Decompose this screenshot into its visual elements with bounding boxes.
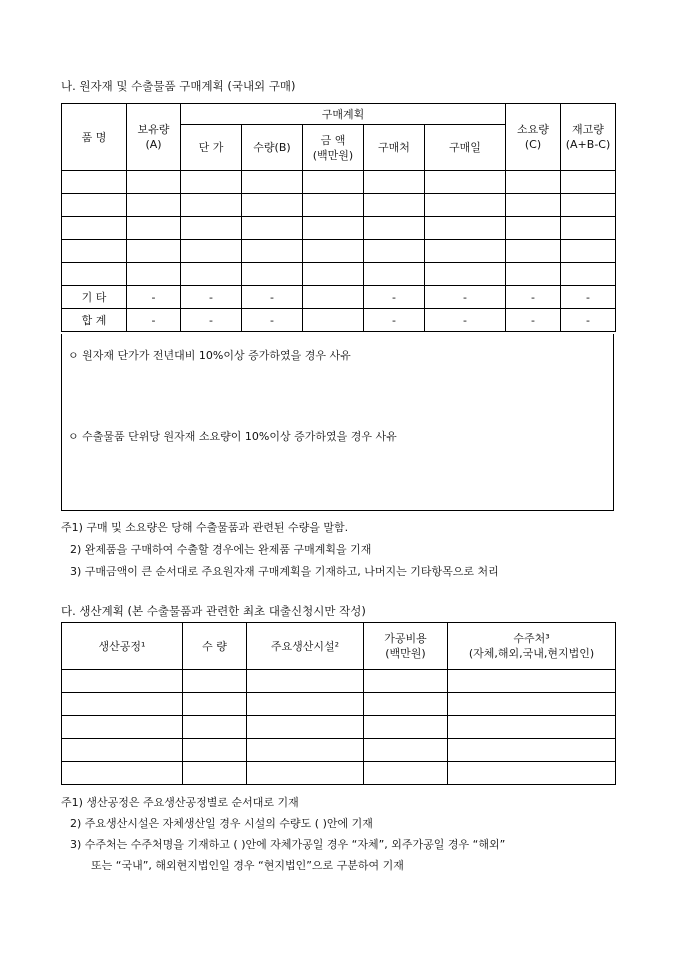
cell-date: -	[425, 309, 506, 332]
reason-required-quantity: ㅇ 수출물품 단위당 원자재 소요량이 10%이상 증가하였을 경우 사유	[68, 430, 397, 443]
table-row	[62, 240, 616, 263]
header-quantity: 수 량	[183, 623, 247, 670]
production-note-1: 주1) 생산공정은 주요생산공정별로 순서대로 기재	[61, 796, 299, 809]
header-contractor-line2: (자체,해외,국내,현지법인)	[468, 647, 595, 660]
cell-inventory: -	[561, 309, 616, 332]
table-row	[62, 739, 616, 762]
note-1: 주1) 구매 및 소요량은 당해 수출물품과 관련된 수량을 말함.	[61, 521, 349, 534]
cell-required: -	[506, 286, 561, 309]
header-inventory	[561, 104, 616, 171]
cell-quantity: -	[242, 309, 303, 332]
cell-date: -	[425, 286, 506, 309]
cell-required: -	[506, 309, 561, 332]
cell-unit-price: -	[181, 309, 242, 332]
production-note-3: 3) 수주처는 수주처명을 기재하고 ( )안에 자체가공일 경우 “자체”, 외주가공일 경우 “해외”	[70, 838, 506, 851]
row-label-other: 기 타	[62, 286, 127, 309]
section-title-production-plan: 다. 생산계획 (본 수출물품과 관련한 최초 대출신청시만 작성)	[61, 604, 366, 618]
table-row-other	[62, 286, 616, 309]
cell-quantity: -	[242, 286, 303, 309]
section-title-purchase-plan: 나. 원자재 및 수출물품 구매계획 (국내외 구매)	[61, 79, 296, 93]
table-row	[62, 716, 616, 739]
header-stock-line1: 보유량	[137, 123, 170, 136]
production-note-2: 2) 주요생산시설은 자체생산일 경우 시설의 수량도 ( )안에 기재	[70, 817, 373, 830]
header-amount	[303, 125, 364, 171]
table-row	[62, 263, 616, 286]
reason-box	[61, 334, 614, 511]
production-note-3-cont: 또는 “국내”, 해외현지법인일 경우 “현지법인”으로 구분하여 기재	[91, 859, 404, 872]
header-contractor	[448, 623, 616, 670]
header-inventory-line1: 재고량	[572, 123, 604, 136]
header-quantity: 수량(B)	[242, 125, 303, 171]
header-contractor-line1: 수주처³	[513, 632, 550, 645]
note-3: 3) 구매금액이 큰 순서대로 주요원자재 구매계획을 기재하고, 나머지는 기타항목으로 처리	[70, 565, 499, 578]
cell-amount	[303, 309, 364, 332]
production-plan-table	[61, 622, 616, 785]
note-2: 2) 완제품을 구매하여 수출할 경우에는 완제품 구매계획을 기재	[70, 543, 372, 556]
reason-unit-price: ㅇ 원자재 단가가 전년대비 10%이상 증가하였을 경우 사유	[68, 349, 351, 362]
cell-unit-price: -	[181, 286, 242, 309]
header-required-line2: (C)	[524, 138, 542, 151]
header-amount-line2: (백만원)	[312, 148, 354, 162]
header-purchase-date: 구매일	[425, 125, 506, 171]
table-row	[62, 194, 616, 217]
header-inventory-line2: (A+B-C)	[565, 138, 611, 151]
header-stock-line2: (A)	[145, 138, 162, 151]
table-row-total	[62, 309, 616, 332]
header-unit-price: 단 가	[181, 125, 242, 171]
table-row	[62, 693, 616, 716]
header-amount-line1: 금 액	[320, 133, 346, 147]
header-supplier: 구매처	[364, 125, 425, 171]
header-stock	[127, 104, 181, 171]
header-item-name: 품 명	[62, 104, 127, 171]
table-row	[62, 670, 616, 693]
header-required	[506, 104, 561, 171]
header-process: 생산공정¹	[62, 623, 183, 670]
header-required-line1: 소요량	[517, 123, 549, 136]
cell-supplier: -	[364, 309, 425, 332]
header-facility: 주요생산시설²	[247, 623, 364, 670]
header-purchase-plan: 구매계획	[181, 104, 506, 125]
table-row	[62, 217, 616, 240]
cell-supplier: -	[364, 286, 425, 309]
purchase-plan-table	[61, 103, 616, 332]
cell-stock: -	[127, 286, 181, 309]
table-row	[62, 762, 616, 785]
row-label-total: 합 계	[62, 309, 127, 332]
header-cost	[364, 623, 448, 670]
cell-stock: -	[127, 309, 181, 332]
cell-inventory: -	[561, 286, 616, 309]
header-cost-line2: (백만원)	[385, 647, 426, 660]
header-cost-line1: 가공비용	[384, 632, 427, 645]
cell-amount	[303, 286, 364, 309]
table-row	[62, 171, 616, 194]
